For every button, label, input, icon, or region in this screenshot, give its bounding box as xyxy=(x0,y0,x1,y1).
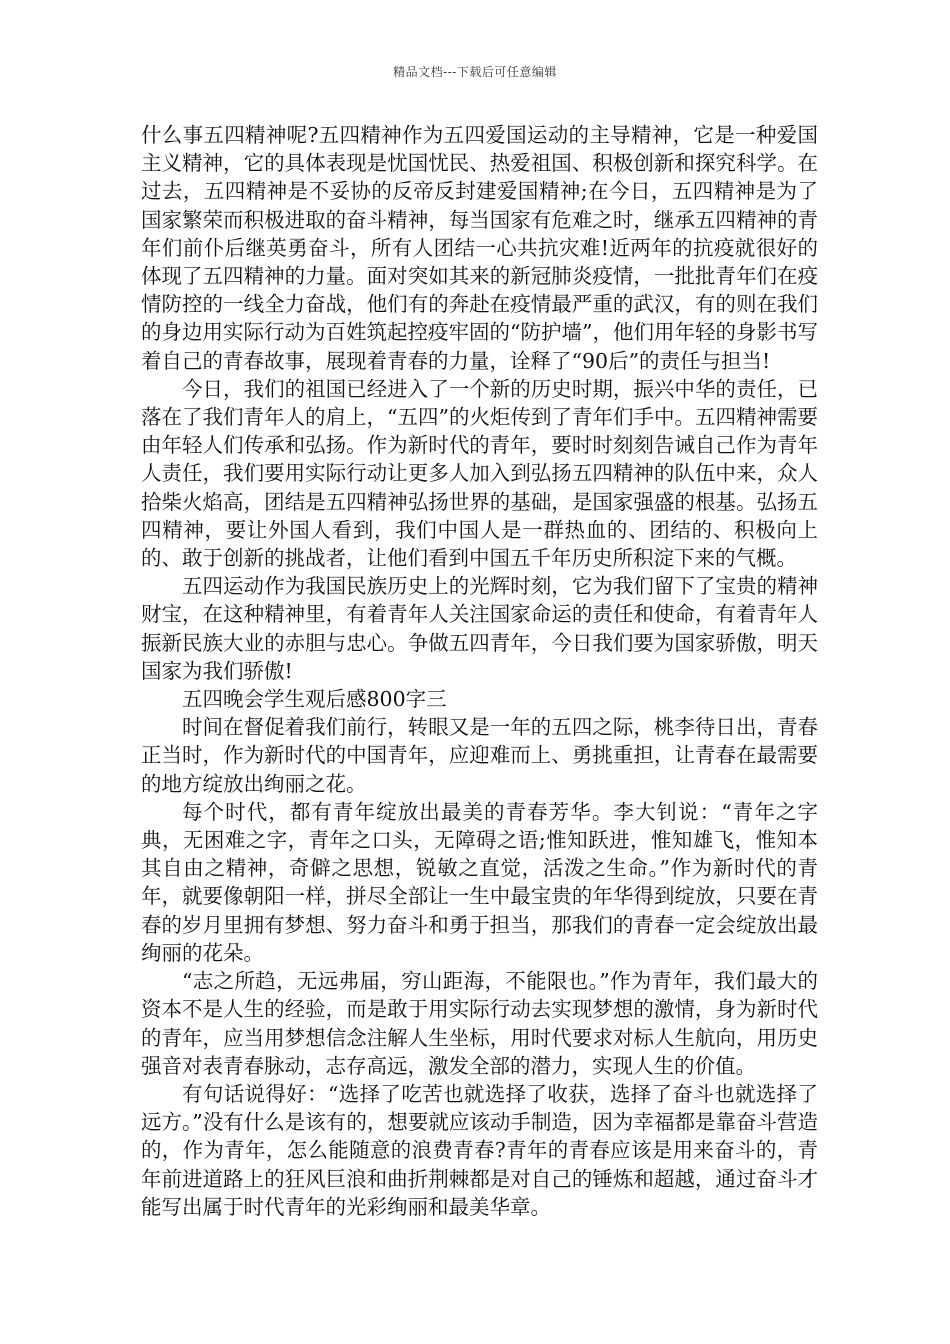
paragraph: 什么事五四精神呢?五四精神作为五四爱国运动的主导精神，它是一种爱国主义精神，它的具体表现是忧国忧民、热爱祖国、积极创新和探究科学。在过去，五四精神是不妥协的反帝反封建爱国精神;在今日，五四精神是为了国家繁荣而积极进取的奋斗精神，每当国家有危难之时，继承五四精神的青年们前仆后继英勇奋斗，所有人团结一心共抗灾难!近两年的抗疫就很好的体现了五四精神的力量。面对突如其来的新冠肺炎疫情，一批批青年们在疫情防控的一线全力奋战，他们有的奔赴在疫情最严重的武汉，有的则在我们的身边用实际行动为百姓筑起控疫牢固的“防护墙”，他们用年轻的身影书写着自己的青春故事，展现着青春的力量，诠释了“90后”的责任与担当! xyxy=(141,123,818,373)
paragraph: 时间在督促着我们前行，转眼又是一年的五四之际，桃李待日出，青春正当时，作为新时代的中国青年，应迎难而上、勇挑重担，让青春在最需要的地方绽放出绚丽之花。 xyxy=(141,715,818,796)
paragraph: 每个时代，都有青年绽放出最美的青春芳华。李大钊说：“青年之字典，无困难之字，青年之口头，无障碍之语;惟知跃进，惟知雄飞，惟知本其自由之精神，奇僻之思想，锐敏之直觉，活泼之生命。”作为新时代的青年，就要像朝阳一样，拼尽全部让一生中最宝贵的年华得到绽放，只要在青春的岁月里拥有梦想、努力奋斗和勇于担当，那我们的青春一定会绽放出最绚丽的花朵。 xyxy=(141,799,818,965)
page-header: 精品文档---下载后可任意编辑 xyxy=(393,65,557,79)
paragraph: 五四运动作为我国民族历史上的光辉时刻，它为我们留下了宝贵的精神财宝，在这种精神里，有着青年人关注国家命运的责任和使命，有着青年人振新民族大业的赤胆与忠心。争做五四青年，今日我们要为国家骄傲，明天国家为我们骄傲! xyxy=(141,574,818,683)
paragraph: 有句话说得好：“选择了吃苦也就选择了收获，选择了奋斗也就选择了远方。”没有什么是该有的，想要就应该动手制造，因为幸福都是靠奋斗营造的，作为青年，怎么能随意的浪费青春?青年的青春应该是用来奋斗的，青年前进道路上的狂风巨浪和曲折荆棘都是对自己的锤炼和超越，通过奋斗才能写出属于时代青年的光彩绚丽和最美华章。 xyxy=(141,1081,818,1219)
section-heading: 五四晚会学生观后感800字三 xyxy=(182,687,447,712)
paragraph: “志之所趋，无远弗届，穷山距海，不能限也。”作为青年，我们最大的资本不是人生的经验，而是敢于用实际行动去实现梦想的激情，身为新时代的青年，应当用梦想信念注解人生坐标，用时代要求对标人生航向，用历史强音对表青春脉动，志存高远，激发全部的潜力，实现人生的价值。 xyxy=(141,969,818,1078)
paragraph: 今日，我们的祖国已经进入了一个新的历史时期，振兴中华的责任，已落在了我们青年人的肩上，“五四”的火炬传到了青年们手中。五四精神需要由年轻人们传承和弘扬。作为新时代的青年，要时时刻刻告诫自己作为青年人责任，我们要用实际行动让更多人加入到弘扬五四精神的队伍中来，众人拾柴火焰高，团结是五四精神弘扬世界的基础，是国家强盛的根基。弘扬五四精神，要让外国人看到，我们中国人是一群热血的、团结的、积极向上的、敢于创新的挑战者，让他们看到中国五千年历史所积淀下来的气概。 xyxy=(141,376,818,571)
document-body xyxy=(141,121,818,1221)
